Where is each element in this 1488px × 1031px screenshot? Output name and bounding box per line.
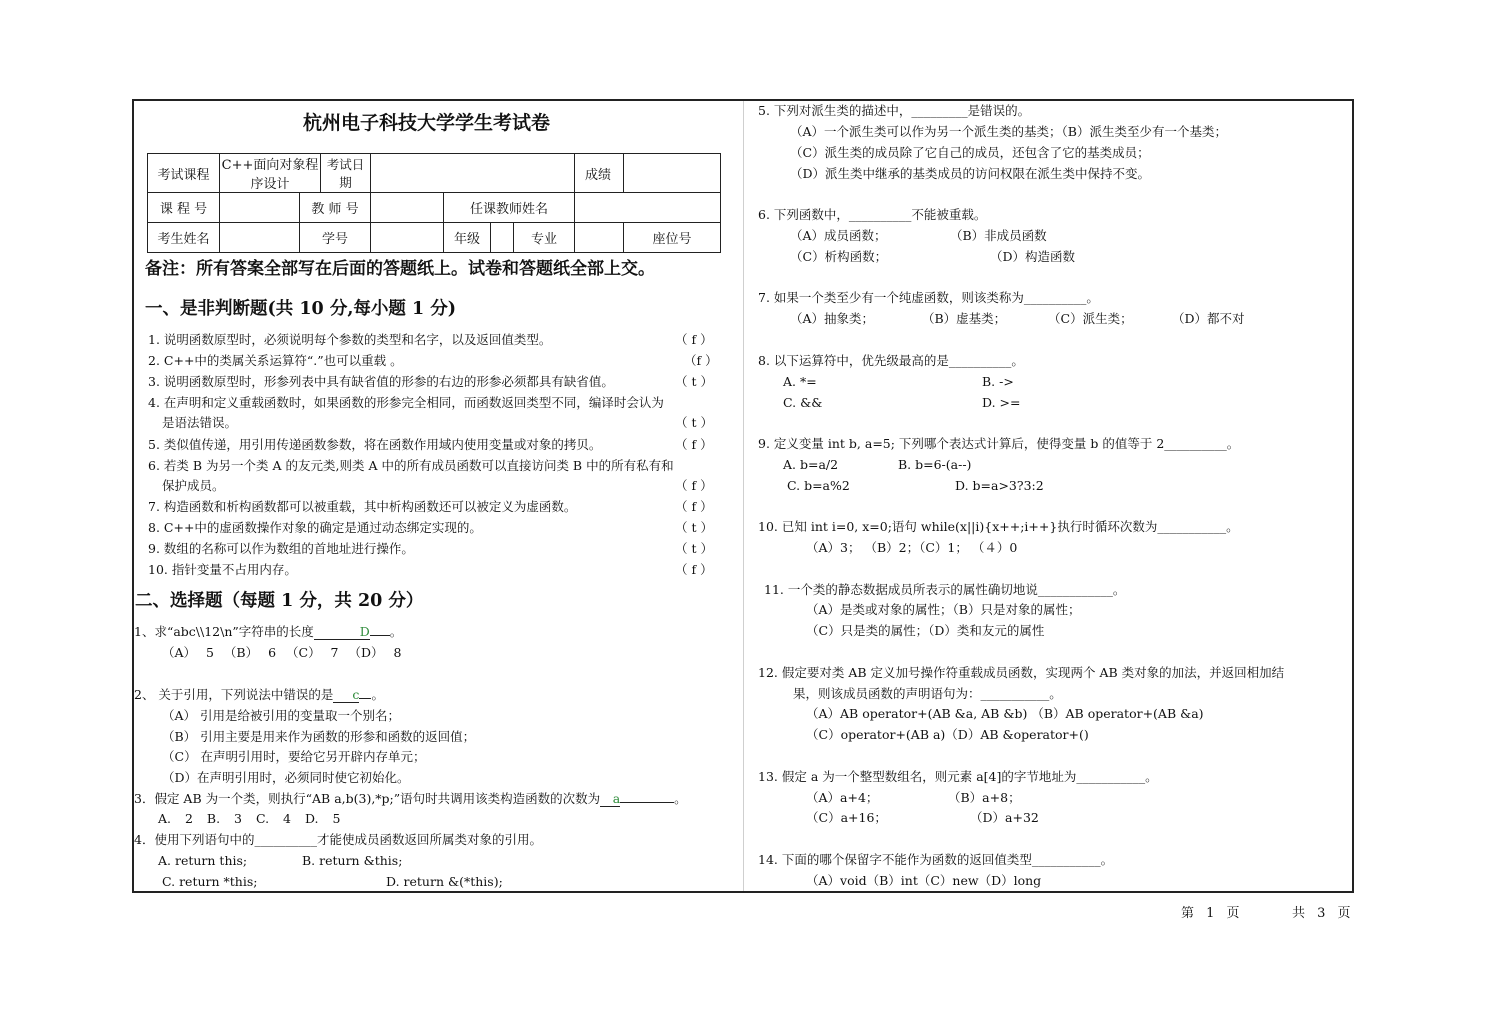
question-9-option: A. b=a/2 [783,457,839,472]
question-12-option: （C）operator+(AB a)（D）AB &operator+() [806,727,1089,742]
question-1-options: （A） 5 （B） 6 （C） 7 （D） 8 [162,645,402,660]
question-5: 5. 下列对派生类的描述中，_________是错误的。 [758,103,1031,118]
question-7-option: （B）虚基类； [922,311,1007,326]
tf-answer: （ f ） [675,437,713,452]
info-cell: 座位号 [624,223,721,253]
info-cell [491,223,514,253]
tf-item: 3. 说明函数原型时，形参列表中具有缺省值的形参的右边的形参必须都具有缺省值。 [148,374,614,389]
question-12-cont: 果，则该成员函数的声明语句为：___________。 [793,686,1062,701]
info-cell: 任课教师姓名 [444,193,575,223]
tf-item: 7. 构造函数和析构函数都可以被重载，其中析构函数还可以被定义为虚函数。 [148,499,577,514]
question-4: 4．使用下列语句中的__________才能使成员函数返回所属类对象的引用。 [134,832,542,847]
question-7: 7. 如果一个类至少有一个纯虚函数，则该类称为__________。 [758,290,1099,305]
question-8-option: B. -> [982,374,1014,389]
info-cell: 课 程 号 [148,193,220,223]
tf-answer: （ t ） [675,374,713,389]
question-12-option: （A）AB operator+(AB &a, AB &b) （B）AB operator+(AB &a) [806,706,1204,721]
section2-heading: 二、选择题（每题 1 分，共 20 分） [135,591,424,611]
info-row-1 [148,154,721,193]
section1-heading: 一、是非判断题(共 10 分,每小题 1 分) [145,299,457,319]
info-cell [624,154,721,193]
tf-answer: （f ） [684,353,718,368]
question-3-answer: a [612,791,621,806]
question-9-option: C. b=a%2 [787,478,850,493]
question-11: 11. 一个类的静态数据成员所表示的属性确切地说____________。 [764,582,1126,597]
question-2-option: （C） 在声明引用时，要给它另开辟内存单元； [162,749,426,764]
question-13-option: （D）a+32 [970,810,1039,825]
tf-item: 2. C++中的类属关系运算符“.”也可以重载 。 [148,353,403,368]
question-8-option: D. >= [982,395,1021,410]
info-cell [371,193,444,223]
question-1: 1、求“abc\\12\n”字符串的长度 D 。 [134,624,403,639]
tf-answer: （ f ） [675,562,713,577]
question-5-option: （D）派生类中继承的基类成员的访问权限在派生类中保持不变。 [790,166,1151,181]
question-4-option: D. return &(*this); [386,874,503,889]
question-8: 8. 以下运算符中，优先级最高的是__________。 [758,353,1024,368]
question-14-options: （A）void（B）int（C）new（D）long [806,873,1042,888]
question-4-option: B. return &this; [302,853,403,868]
tf-answer: （ t ） [675,520,713,535]
tf-item: 6. 若类 B 为另一个类 A 的友元类,则类 A 中的所有成员函数可以直接访问类 B 中的所有私有和 [148,458,674,473]
question-11-option: （C）只是类的属性；（D）类和友元的属性 [806,623,1045,638]
question-13-option: （A）a+4； [806,790,879,805]
question-8-option: A. *= [783,374,817,389]
question-3: 3．假定 AB 为一个类，则执行“AB a,b(3),*p;”语句时共调用该类构造函数的次数为 a 。 [134,791,687,806]
info-cell: 考试日期 [321,154,371,193]
question-2-answer: c [352,687,360,702]
info-row-3 [148,223,721,253]
info-cell: 年级 [444,223,491,253]
question-7-option: （A）抽象类； [790,311,875,326]
page-number: 第 1 页 [1181,906,1240,921]
info-cell: C++面向对象程序设计 [220,154,321,193]
question-5-option: （A）一个派生类可以作为另一个派生类的基类；（B）派生类至少有一个基类； [790,124,1227,139]
question-2: 2、 关于引用，下列说法中错误的是 c 。 [134,687,384,702]
info-cell [371,223,444,253]
question-13-option: （C）a+16； [806,810,887,825]
question-13-option: （B）a+8； [948,790,1021,805]
info-cell: 考生姓名 [148,223,220,253]
question-8-option: C. && [783,395,823,410]
question-2-option: （A） 引用是给被引用的变量取一个别名； [162,708,401,723]
info-cell [575,193,721,223]
question-1-answer: D [359,624,370,639]
info-cell [220,193,300,223]
question-11-option: （A）是类或对象的属性；（B）只是对象的属性； [806,602,1081,617]
question-10-options: （A）3； （B）2；（C）1； （４）0 [806,540,1018,555]
question-6: 6. 下列函数中，__________不能被重载。 [758,207,987,222]
exam-info-table [147,153,721,253]
question-7-option: （D）都不对 [1172,311,1245,326]
question-6-option: （C）析构函数； [790,249,888,264]
tf-item: 1. 说明函数原型时，必须说明每个参数的类型和名字，以及返回值类型。 [148,332,552,347]
question-9: 9. 定义变量 int b, a=5; 下列哪个表达式计算后，使得变量 b 的值等于 2__________。 [758,436,1240,451]
question-13: 13. 假定 a 为一个整型数组名，则元素 a[4]的字节地址为___________。 [758,769,1158,784]
question-14: 14. 下面的哪个保留字不能作为函数的返回值类型___________。 [758,852,1114,867]
exam-title: 杭州电子科技大学学生考试卷 [303,112,551,134]
question-2-option: （D）在声明引用时，必须同时使它初始化。 [162,770,410,785]
question-6-option: （B）非成员函数 [950,228,1047,243]
info-cell: 学号 [300,223,371,253]
tf-item-cont: 是语法错误。 [162,415,238,430]
tf-item: 5. 类似值传递，用引用传递函数参数，将在函数作用域内使用变量或对象的拷贝。 [148,437,602,452]
info-cell: 考试课程 [148,154,220,193]
question-7-option: （C）派生类； [1048,311,1133,326]
info-cell [220,223,300,253]
info-cell: 成绩 [575,154,624,193]
tf-answer: （ t ） [675,541,713,556]
tf-item: 10. 指针变量不占用内存。 [148,562,297,577]
tf-answer: （ t ） [675,415,713,430]
info-cell [371,154,575,193]
tf-item: 4. 在声明和定义重载函数时，如果函数的形参完全相同，而函数返回类型不同，编译时会认为 [148,395,664,410]
exam-note: 备注：所有答案全部写在后面的答题纸上。试卷和答题纸全部上交。 [145,259,655,279]
question-3-options: A. 2 B. 3 C. 4 D. 5 [158,811,341,826]
info-cell [575,223,624,253]
column-divider [743,101,744,891]
question-9-option: B. b=6-(a--) [898,457,972,472]
tf-answer: （ f ） [675,332,713,347]
question-10: 10. 已知 int i=0, x=0;语句 while(x||i){x++;i++}执行时循环次数为___________。 [758,519,1239,534]
tf-item: 9. 数组的名称可以作为数组的首地址进行操作。 [148,541,414,556]
question-6-option: （D）构造函数 [990,249,1076,264]
page-total: 共 3 页 [1292,906,1351,921]
tf-answer: （ f ） [675,499,713,514]
info-row-2 [148,193,721,223]
info-cell: 专业 [514,223,575,253]
question-5-option: （C）派生类的成员除了它自己的成员，还包含了它的基类成员； [790,145,1150,160]
question-12: 12. 假定要对类 AB 定义加号操作符重载成员函数，实现两个 AB 类对象的加法，并返回相加结 [758,665,1285,680]
tf-item: 8. C++中的虚函数操作对象的确定是通过动态绑定实现的。 [148,520,482,535]
question-4-option: A. return this; [158,853,248,868]
info-cell: 教 师 号 [300,193,371,223]
tf-answer: （ f ） [675,478,713,493]
question-4-option: C. return *this; [162,874,258,889]
question-9-option: D. b=a>3?3:2 [955,478,1044,493]
question-2-option: （B） 引用主要是用来作为函数的形参和函数的返回值； [162,729,476,744]
tf-item-cont: 保护成员。 [162,478,225,493]
question-6-option: （A）成员函数； [790,228,887,243]
